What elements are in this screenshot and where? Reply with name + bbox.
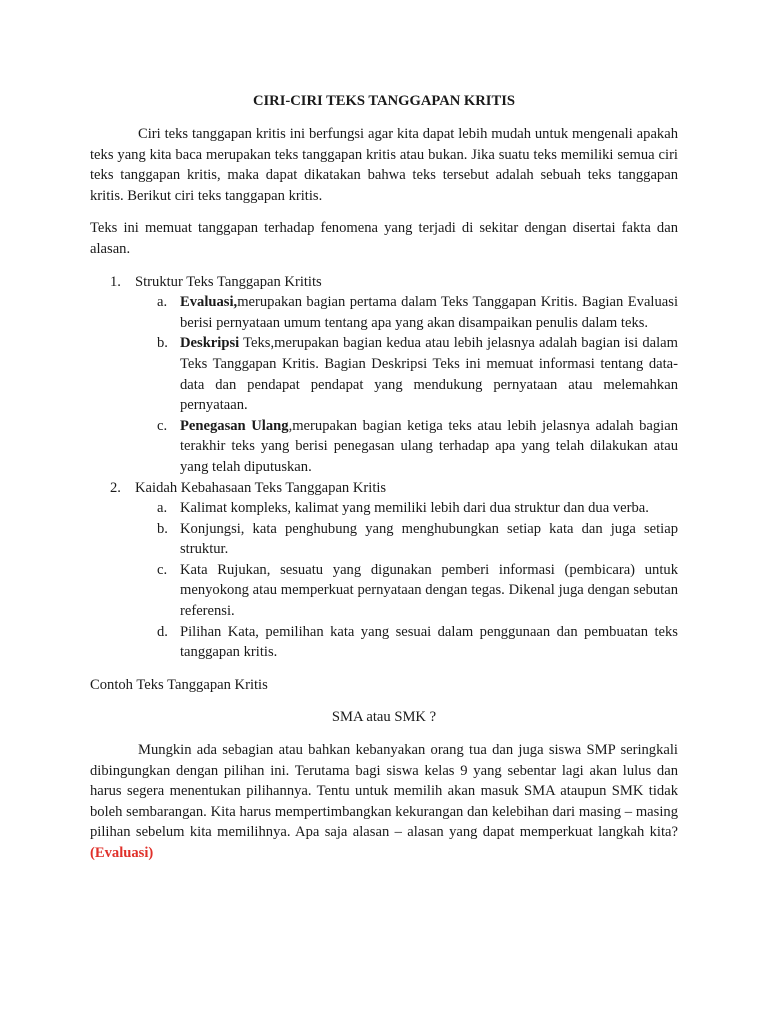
sublist-item	[135, 416, 678, 478]
item-text: Konjungsi, kata penghubung yang menghubungkan setiap kata dan juga setiap struktur.	[180, 520, 678, 558]
sublist-letter: a.	[157, 294, 168, 311]
sublist-item	[135, 519, 678, 560]
example-label: Contoh Teks Tanggapan Kritis	[90, 676, 268, 693]
intro-paragraph: Ciri teks tanggapan kritis ini berfungsi agar kita dapat lebih mudah untuk mengenali apakah teks yang kita baca merupakan teks tanggapan kritis atau bukan. Jika suatu teks memiliki semua ciri teks tanggapan kritis, maka dapat dikatakan bahwa teks tersebut adalah sebuah teks tanggapan kritis. Berikut ciri teks tanggapan kritis.	[90, 126, 678, 204]
term-bold: Evaluasi,	[180, 294, 238, 311]
list-item-language-rules	[90, 478, 678, 663]
sublist-letter: c.	[157, 561, 168, 578]
criteria-list	[90, 272, 678, 663]
structure-sublist	[135, 292, 678, 477]
document-page	[90, 90, 678, 864]
second-paragraph: Teks ini memuat tanggapan terhadap fenomena yang terjadi di sekitar dengan disertai fakta dan alasan.	[90, 220, 678, 257]
example-text: Mungkin ada sebagian atau bahkan kebanyakan orang tua dan juga siswa SMP seringkali dibingungkan dengan pilihan ini. Terutama bagi siswa kelas 9 yang sebentar lagi akan lulus dan harus segera menentukan pilihannya. Tentu untuk memilih akan masuk SMA ataupun SMK tidak boleh sembarangan. Kita harus mempertimbangkan kekurangan dan kelebihan dari masing – masing pilihan sebelum kita memilihnya. Apa saja alasan – alasan yang dapat memperkuat langkah kita?	[90, 742, 678, 841]
term-text: merupakan bagian pertama dalam Teks Tanggapan Kritis. Bagian Evaluasi berisi pernyataan umum tentang apa yang akan disampaikan penulis dalam teks.	[180, 294, 678, 331]
sublist-letter: b.	[157, 520, 168, 537]
evaluation-tag: (Evaluasi)	[90, 845, 154, 861]
sublist-letter: c.	[157, 417, 168, 434]
list-item-structure	[90, 272, 678, 478]
list-heading: Kaidah Kebahasaan Teks Tanggapan Kritis	[135, 479, 387, 496]
sublist-item	[135, 292, 678, 333]
term-text: Teks,merupakan bagian kedua atau lebih jelasnya adalah bagian isi dalam Teks Tanggapan Kritis. Bagian Deskripsi Teks ini memuat informasi tentang data-data dan pendapat pendapat yang mendukung pernyataan atau melemahkan pernyataan.	[180, 335, 678, 414]
sublist-item	[135, 622, 678, 663]
list-number: 2.	[110, 479, 121, 496]
sublist-item	[135, 498, 678, 519]
sublist-item	[135, 333, 678, 415]
term-bold: Deskripsi	[180, 335, 240, 352]
item-text: Kalimat kompleks, kalimat yang memiliki lebih dari dua struktur dan dua verba.	[180, 500, 649, 517]
list-heading: Struktur Teks Tanggapan Kritits	[135, 273, 322, 290]
item-text: Kata Rujukan, sesuatu yang digunakan pemberi informasi (pembicara) untuk menyokong atau memperkuat pernyataan dengan tegas. Dikenal juga dengan sebutan referensi.	[180, 561, 678, 620]
list-number: 1.	[110, 273, 121, 290]
sublist-letter: a.	[157, 500, 168, 517]
sublist-letter: b.	[157, 335, 168, 352]
term-text: ,merupakan bagian ketiga teks atau lebih jelasnya adalah bagian terakhir teks yang berisi penegasan ulang terhadap apa yang telah dilakukan atau yang telah diputuskan.	[180, 417, 679, 475]
sublist-item	[135, 560, 678, 622]
item-text: Pilihan Kata, pemilihan kata yang sesuai dalam penggunaan dan pembuatan teks tanggapan kritis.	[180, 623, 678, 661]
sublist-letter: d.	[157, 623, 168, 640]
example-paragraph	[90, 740, 678, 864]
language-sublist	[135, 498, 678, 663]
example-title: SMA atau SMK ?	[331, 709, 437, 726]
term-bold: Penegasan Ulang	[180, 417, 289, 434]
document-title: CIRI-CIRI TEKS TANGGAPAN KRITIS	[252, 93, 516, 109]
